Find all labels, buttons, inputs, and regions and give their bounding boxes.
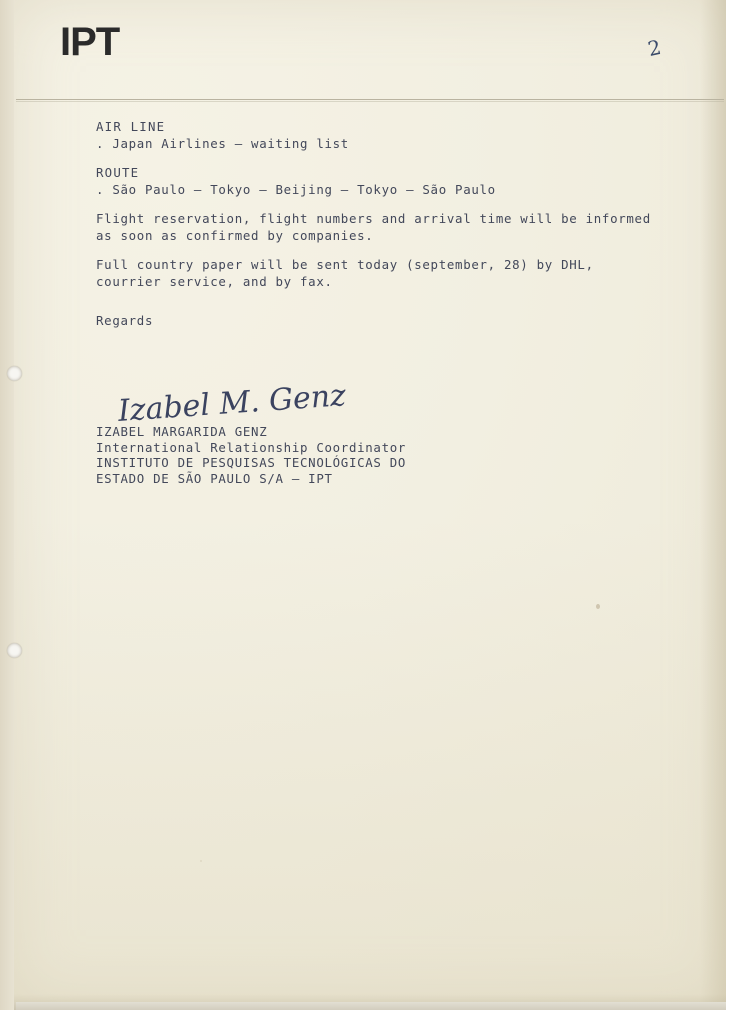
hole-punch-icon — [7, 366, 22, 381]
letterhead-logo: IPT — [60, 20, 120, 64]
paragraph-country-paper: Full country paper will be sent today (september, 28) by DHL, courrier service, and by fax. — [96, 257, 594, 289]
signature-name-block — [96, 424, 406, 486]
section-item: . Japan Airlines – waiting list — [96, 136, 349, 151]
section-item: . São Paulo – Tokyo – Beijing – Tokyo – São Paulo — [96, 182, 496, 197]
section-route — [96, 164, 656, 198]
scan-bottom-margin — [0, 1010, 744, 1024]
section-air-line — [96, 118, 656, 152]
paper-speck — [596, 604, 600, 609]
section-heading: AIR LINE — [96, 119, 166, 134]
document-body — [96, 118, 656, 329]
hole-punch-icon — [7, 643, 22, 658]
paper-speck — [200, 860, 202, 862]
signer-organization-line-1: INSTITUTO DE PESQUISAS TECNOLÓGICAS DO — [96, 455, 407, 470]
closing-line: Regards — [96, 313, 154, 328]
paper-speck — [330, 232, 332, 234]
header-divider — [16, 99, 724, 100]
header-divider-shadow — [16, 101, 724, 102]
paragraph-flight-reservation: Flight reservation, flight numbers and arrival time will be informed as soon as confirmed by companies. — [96, 211, 651, 243]
signer-title: International Relationship Coordinator — [96, 439, 407, 455]
handwritten-page-number: 2 — [645, 34, 664, 62]
signer-name: IZABEL MARGARIDA GENZ — [96, 424, 268, 439]
scan-right-margin — [726, 0, 744, 1024]
section-heading: ROUTE — [96, 165, 140, 180]
paper-bottom-edge — [14, 994, 726, 1010]
signer-organization-line-2: ESTADO DE SÃO PAULO S/A – IPT — [96, 470, 333, 486]
handwritten-signature: Izabel M. Genz — [116, 378, 347, 429]
